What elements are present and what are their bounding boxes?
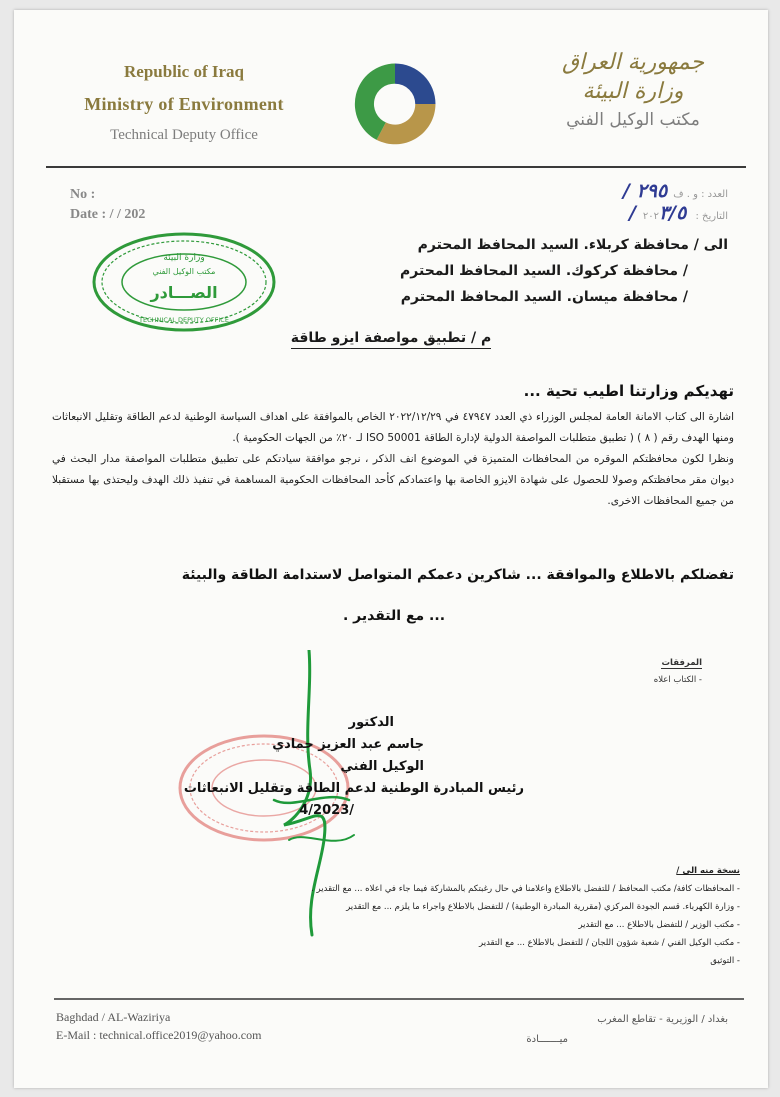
copy-item: - مكتب الوزير / للتفضل بالاطلاع ... مع التقدير (578, 920, 740, 930)
stamp-main-text: الصـــادر (150, 283, 218, 302)
recipient-line: / محافظة ميسان. السيد المحافظ المحترم (400, 289, 688, 305)
footer-arabic (526, 1010, 728, 1050)
signature-block (124, 712, 524, 822)
body-paragraph: اشارة الى كتاب الامانة العامة لمجلس الوزراء ذي العدد ٤٧٩٤٧ في ٢٠٢٢/١٢/٢٩ الخاص بالموافقة على اهداف السياسة الوطنية لدعم الطاقة وتقليل الانبعاثات ومنها الهدف رقم ( ٨ ) ( تطبيق متطلبات المواصفة الدولية لإدارة الطاقة ISO 50001 لـ ٢٠٪ من الجهات الحكومية ). (52, 411, 734, 444)
copies-list (74, 862, 740, 970)
ar-date-label: التاريخ : ٢٠٢ (642, 211, 728, 222)
body-paragraph: ونظرا لكون محافظتكم الموقره من المحافظات المتميزة في الموضوع انف الذكر ، نرجو موافقة سيادتكم على تطبيق متطلبات المواصفة مدار البحث في ديوان مقر محافظتكم وصولا للحصول على شهادة الايزو الخاصة بها واعتمادكم كأحد المحافظات الحكومية المساهمة في تنفيذ ذلك الهدف وليحتذى بها مستقبلا من جميع المحافظات الاخرى. (52, 453, 734, 507)
header-ministry-ar: وزارة البيئة (582, 79, 684, 104)
footer-english (56, 1008, 261, 1044)
recipient-line: الى / محافظة كربلاء. السيد المحافظ المحترم (417, 237, 728, 253)
signatory-position: رئيس المبادرة الوطنية لدعم الطاقة وتقليل الانبعاثات (183, 781, 524, 796)
stamp-mid-text: مكتب الوكيل الفني (152, 267, 216, 276)
ministry-logo-icon (349, 58, 441, 150)
signatory-name: جاسم عبد العزيز حمادي (272, 737, 424, 752)
footer-address-ar: بغداد / الوزيرية - تقاطع المغرب (597, 1014, 728, 1025)
greeting: تهديكم وزارتنا اطيب تحية ... (523, 382, 734, 400)
signature-date: /4/2023 (299, 803, 354, 818)
attachments-heading: المرفقات (661, 658, 702, 668)
header-office: Technical Deputy Office (110, 127, 258, 143)
subject-line (214, 330, 568, 346)
signatory-role: الوكيل الفني (340, 759, 424, 774)
attachment-item: - الكتاب اعلاه (653, 675, 702, 685)
letter-body (52, 407, 734, 512)
subject-text: م / تطبيق مواصفة ايزو طاقة (291, 330, 492, 349)
ar-date-value: ٣/٥ / (629, 202, 687, 224)
footer-email: E-Mail : technical.office2019@yahoo.com (56, 1028, 262, 1042)
copy-item: - مكتب الوكيل الفني / شعبة شؤون اللجان / للتفضل بالاطلاع ... مع التقدير (479, 938, 740, 948)
document-page (14, 10, 768, 1088)
english-letterhead (54, 62, 314, 156)
copies-heading: نسخة منه الى / (676, 866, 740, 876)
copy-item: - وزارة الكهرباء. قسم الجودة المركزي (مقررية المبادرة الوطنية) / للتفضل بالاطلاع واجراء ما يلزم ... مع التقدير (346, 902, 740, 912)
footer-address: Baghdad / AL-Waziriya (56, 1010, 171, 1024)
arabic-letterhead (528, 50, 738, 130)
recipient-line: / محافظة كركوك. السيد المحافظ المحترم (400, 263, 688, 279)
footer-divider (54, 998, 744, 1000)
ar-no-value: ٢٩٥ / (623, 180, 668, 202)
copy-item: - المحافظات كافة/ مكتب المحافظ / للتفضل بالاطلاع واعلامنا في حال رغبتكم بالمشاركة فيما جاء في اعلاه ... مع التقدير . (311, 884, 740, 894)
date-label: Date : / / 202 (70, 207, 146, 222)
recipients (400, 232, 728, 310)
office-stamp (89, 230, 279, 335)
stamp-ring-text: TECHNICAL DEPUTY OFFICE (139, 316, 229, 324)
ar-no-label: العدد : و . ف (673, 189, 728, 200)
stamp-top-text: وزارة البيئة (163, 253, 205, 263)
header-office-ar: مكتب الوكيل الفني (566, 110, 700, 130)
copy-item: - التوثيق (710, 956, 740, 966)
reference-english (70, 185, 145, 225)
header-country: Republic of Iraq (124, 62, 244, 81)
reference-arabic (528, 182, 728, 226)
attachments (654, 655, 702, 689)
header-divider (46, 166, 746, 168)
regards-line: ... مع التقدير . (342, 608, 446, 624)
closing-line: تفضلكم بالاطلاع والموافقة ... شاكرين دعمكم المتواصل لاستدامة الطاقة والبيئة (181, 567, 734, 583)
footer-extra-ar: ميـــــــادة (526, 1034, 568, 1045)
signatory-title: الدكتور (348, 715, 394, 730)
header-country-ar: جمهورية العراق (561, 50, 705, 75)
no-label: No : (70, 187, 96, 202)
header-ministry: Ministry of Environment (84, 94, 284, 114)
